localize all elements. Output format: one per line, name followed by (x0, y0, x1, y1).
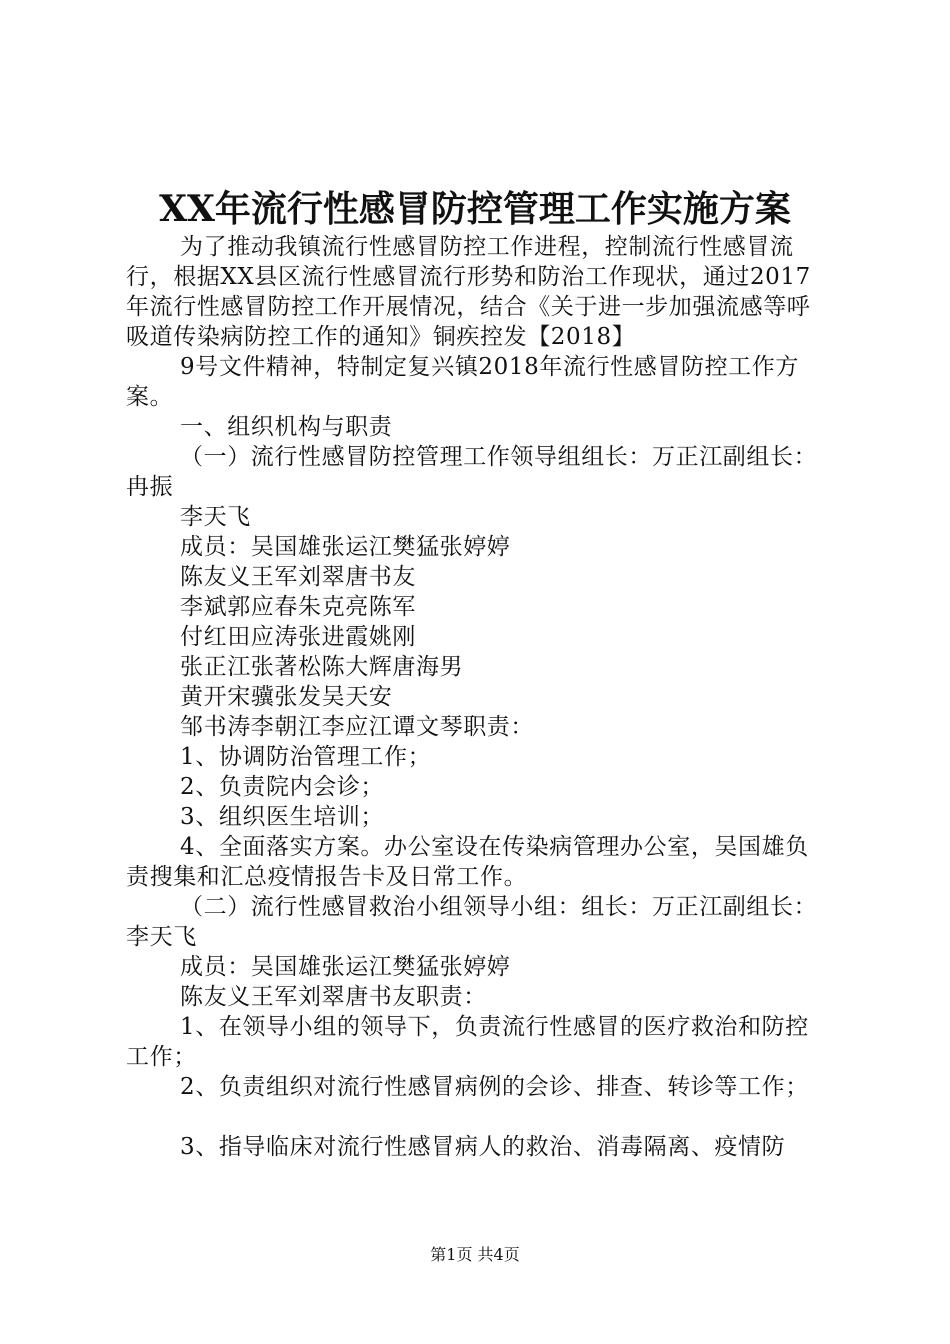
member-line: 付红田应涛张进霞姚刚 (180, 624, 416, 650)
member-line: 成员：吴国雄张运江樊猛张婷婷 (180, 954, 511, 980)
member-line: 成员：吴国雄张运江樊猛张婷婷 (180, 534, 511, 560)
paragraph-intro: 为了推动我镇流行性感冒防控工作进程，控制流行性感冒流行，根据XX县区流行性感冒流行形势和防治工作现状，通过2017年流行性感冒防控工作开展情况，结合《关于进一步加强流感等呼吸道传染病防控工作的通知》铜疾控发【2018】 (126, 234, 811, 350)
duty-item: 4、全面落实方案。办公室设在传染病管理办公室，吴国雄负责搜集和汇总疫情报告卡及日常工作。 (126, 834, 809, 890)
paragraph-gap (126, 1102, 832, 1132)
member-line: 李斌郭应春朱克亮陈军 (180, 594, 416, 620)
member-line: 张正江张著松陈大辉唐海男 (180, 654, 464, 680)
duty-item: 1、在领导小组的领导下，负责流行性感冒的医疗救治和防控工作； (126, 1014, 809, 1070)
duty-item: 2、负责组织对流行性感冒病例的会诊、排查、转诊等工作； (180, 1074, 809, 1100)
member-line: 陈友义王军刘翠唐书友职责： (180, 984, 487, 1010)
duty-item: 2、负责院内会诊； (180, 774, 385, 800)
paragraph-intro-continued: 9号文件精神，特制定复兴镇2018年流行性感冒防控工作方案。 (126, 354, 799, 410)
page-footer: 第1页 共4页 (430, 1245, 520, 1264)
member-line: 邹书涛李朝江李应江谭文琴职责： (180, 714, 534, 740)
subsection-heading-treatment-group: （二）流行性感冒救治小组领导小组：组长：万正江副组长：李天飞 (126, 894, 818, 950)
document-body (126, 232, 832, 1162)
duty-item: 1、协调防治管理工作； (180, 744, 432, 770)
subsection-heading-management-group: （一）流行性感冒防控管理工作领导组组长：万正江副组长：冉振 (126, 444, 818, 500)
duty-item: 3、组织医生培训； (180, 804, 385, 830)
document-title: XX年流行性感冒防控管理工作实施方案 (159, 188, 791, 230)
duty-item: 3、指导临床对流行性感冒病人的救治、消毒隔离、疫情防 (180, 1134, 786, 1160)
member-line: 黄开宋骥张发吴天安 (180, 684, 393, 710)
member-line: 李天飞 (180, 504, 251, 530)
section-heading-organization: 一、组织机构与职责 (180, 414, 393, 440)
member-line: 陈友义王军刘翠唐书友 (180, 564, 416, 590)
